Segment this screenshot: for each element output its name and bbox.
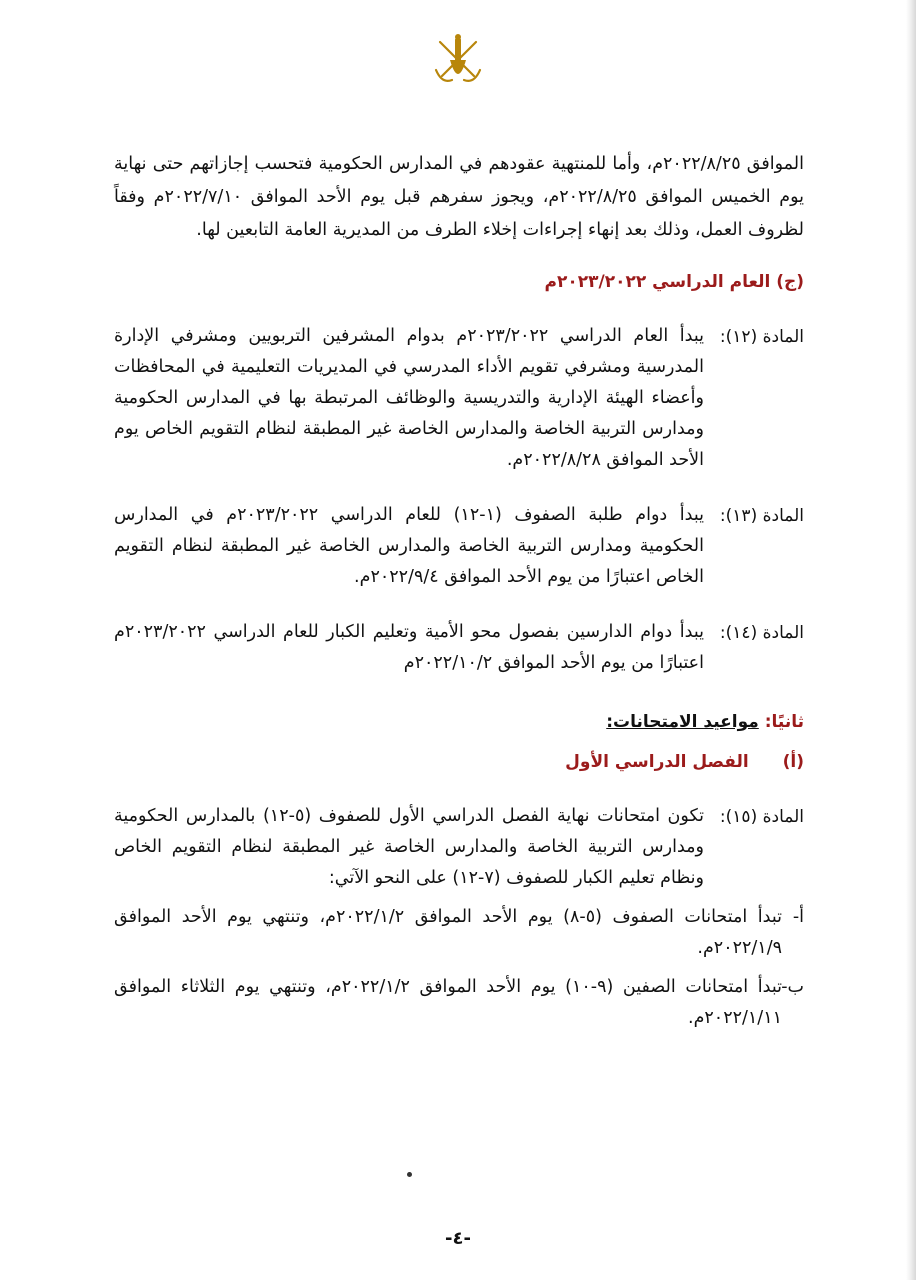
article-text: تكون امتحانات نهاية الفصل الدراسي الأول للصفوف (٥-١٢) بالمدارس الحكومية ومدارس التربية الخاصة والمدارس الخاصة غير المطبقة لنظام التقويم الخاص ونظام تعليم الكبار للصفوف (٧-١٢) على النحو الآتي:: [114, 806, 704, 888]
intro-paragraph: الموافق ٢٠٢٢/٨/٢٥م، وأما للمنتهية عقودهم في المدارس الحكومية فتحسب إجازاتهم حتى نهاية يوم الخميس الموافق ٢٠٢٢/٨/٢٥م، ويجوز سفرهم قبل يوم الأحد الموافق ٢٠٢٢/٧/١٠م وفقاً لظروف العمل، وذلك بعد إنهاء إجراءات إخلاء الطرف من المديرية العامة التابعين لها.: [114, 154, 805, 240]
article-15: [114, 801, 804, 894]
article-12: [114, 321, 804, 476]
section-exam-dates: [114, 707, 804, 737]
article-label: المادة (١٥):: [719, 807, 804, 827]
page-number: -٤-: [445, 1228, 471, 1249]
article-text: يبدأ دوام طلبة الصفوف (١-١٢) للعام الدراسي ٢٠٢٣/٢٠٢٢م في المدارس الحكومية ومدارس التربية الخاصة والمدارس الخاصة غير المطبقة لنظام التقويم الخاص اعتبارًا من يوم الأحد الموافق ٢٠٢٢/٩/٤م.: [114, 505, 704, 587]
article-14: [114, 617, 804, 679]
article-label: المادة (١٤):: [719, 623, 804, 643]
sub-heading-mark: (أ): [782, 752, 804, 772]
stray-dot: [407, 1172, 412, 1177]
national-emblem-icon: [428, 30, 488, 90]
list-marker: أ-: [792, 907, 804, 927]
list-item: [114, 972, 804, 1034]
list-item: [114, 902, 804, 964]
page-edge-shadow: [906, 0, 916, 1280]
article-label: المادة (١٢):: [719, 327, 804, 347]
article-label: المادة (١٣):: [719, 506, 804, 526]
sub-heading-first-semester: [114, 747, 804, 777]
article-13: [114, 500, 804, 593]
article-text: يبدأ العام الدراسي ٢٠٢٣/٢٠٢٢م بدوام المشرفين التربويين ومشرفي الإدارة المدرسية ومشرفي تقويم الأداء المدرسي في المديريات التعليمية في المحافظات وأعضاء الهيئة الإدارية والتدريسية والوظائف المرتبطة بها في المدارس الحكومية ومدارس التربية الخاصة والمدارس الخاصة غير المطبقة لنظام التقويم الخاص يوم الأحد الموافق ٢٠٢٢/٨/٢٨م.: [114, 326, 705, 470]
section-prefix: ثانيًا:: [764, 712, 804, 732]
sub-heading-title: الفصل الدراسي الأول: [565, 752, 749, 772]
list-text: تبدأ امتحانات الصفوف (٥-٨) يوم الأحد الموافق ٢٠٢٢/١/٢م، وتنتهي يوم الأحد الموافق ٢٠٢٢/١/٩م.: [114, 907, 782, 958]
document-body: [114, 148, 804, 1034]
list-text: تبدأ امتحانات الصفين (٩-١٠) يوم الأحد الموافق ٢٠٢٢/١/٢م، وتنتهي يوم الثلاثاء الموافق ٢٠٢٢/١/١١م.: [114, 977, 782, 1028]
list-marker: ب-: [781, 977, 804, 997]
article-text: يبدأ دوام الدارسين بفصول محو الأمية وتعليم الكبار للعام الدراسي ٢٠٢٣/٢٠٢٢م اعتبارًا من يوم الأحد الموافق ٢٠٢٢/١٠/٢م: [114, 622, 704, 673]
heading-academic-year: (ج) العام الدراسي ٢٠٢٣/٢٠٢٢م: [544, 272, 804, 292]
section-title-text: مواعيد الامتحانات:: [606, 712, 759, 732]
